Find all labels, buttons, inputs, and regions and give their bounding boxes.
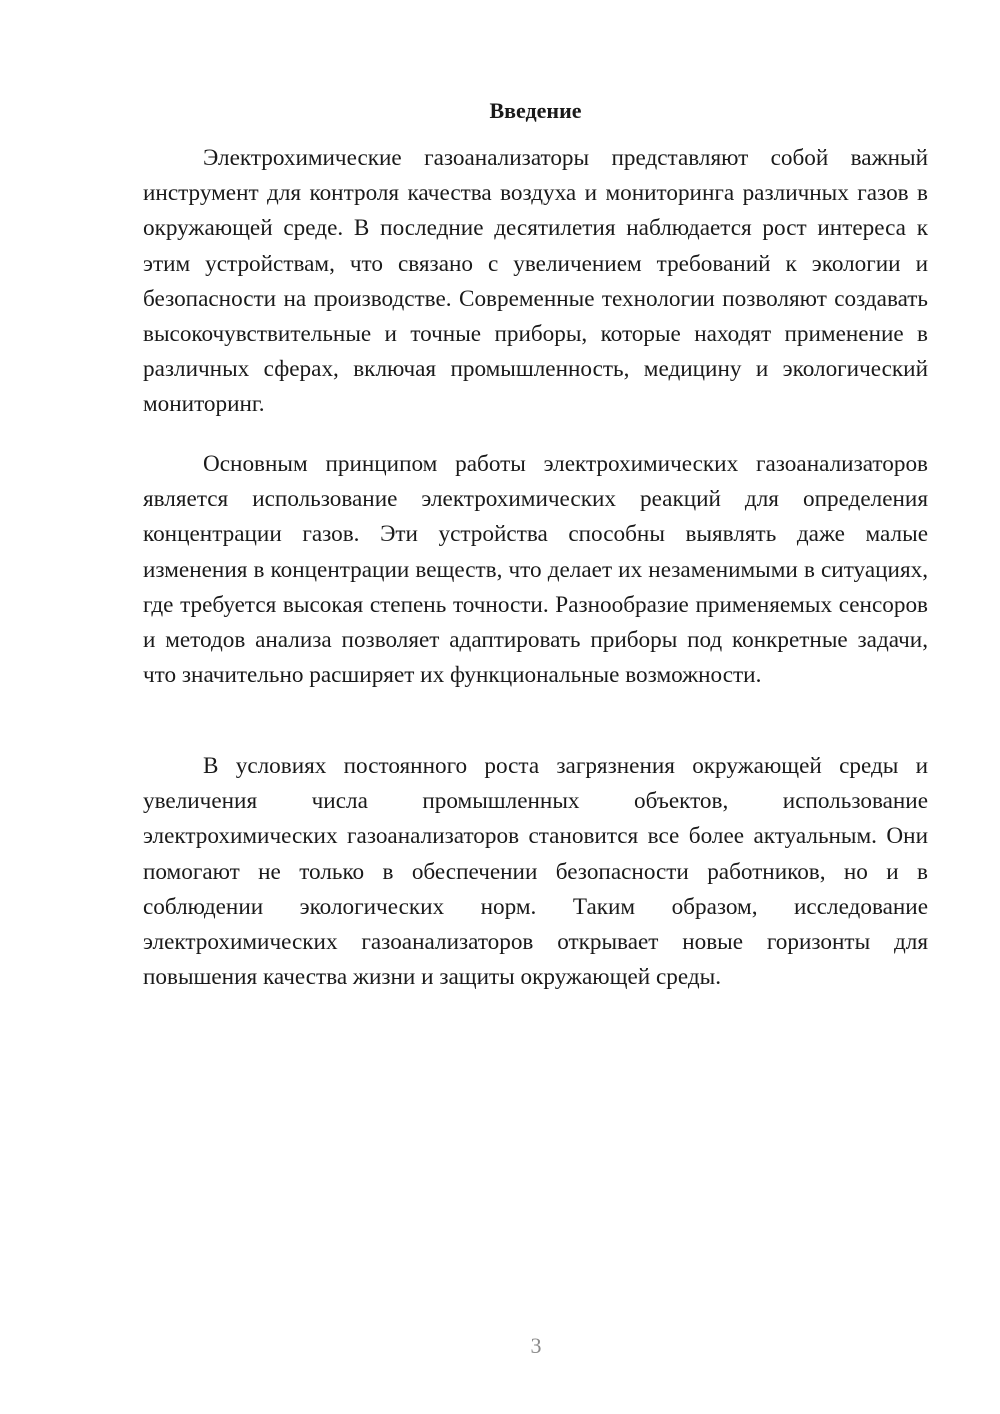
page-number: 3	[530, 1333, 542, 1358]
section-title: Введение	[489, 98, 582, 123]
paragraph-introduction: Электрохимические газоанализаторы представляют собой важный инструмент для контроля качества воздуха и мониторинга различных газов в окружающей среде. В последние десятилетия наблюдается рост интереса к этим устройствам, что связано с увеличением требований к экологии и безопасности на производстве. Современные технологии позволяют создавать высокочувствительные и точные приборы, которые находят применение в различных сферах, включая промышленность, медицину и экологический мониторинг.	[143, 145, 928, 418]
paragraph-relevance: В условиях постоянного роста загрязнения окружающей среды и увеличения числа промышленных объектов, использование электрохимических газоанализаторов становится все более актуальным. Они помогают не только в обеспечении безопасности работников, но и в соблюдении экологических норм. Таким образом, исследование электрохимических газоанализаторов открывает новые горизонты для повышения качества жизни и защиты окружающей среды.	[143, 753, 928, 991]
paragraph-principle: Основным принципом работы электрохимических газоанализаторов является использование электрохимических реакций для определения концентрации газов. Эти устройства способны выявлять даже малые изменения в концентрации веществ, что делает их незаменимыми в ситуациях, где требуется высокая степень точности. Разнообразие применяемых сенсоров и методов анализа позволяет адаптировать приборы под конкретные задачи, что значительно расширяет их функциональные возможности.	[143, 451, 928, 689]
